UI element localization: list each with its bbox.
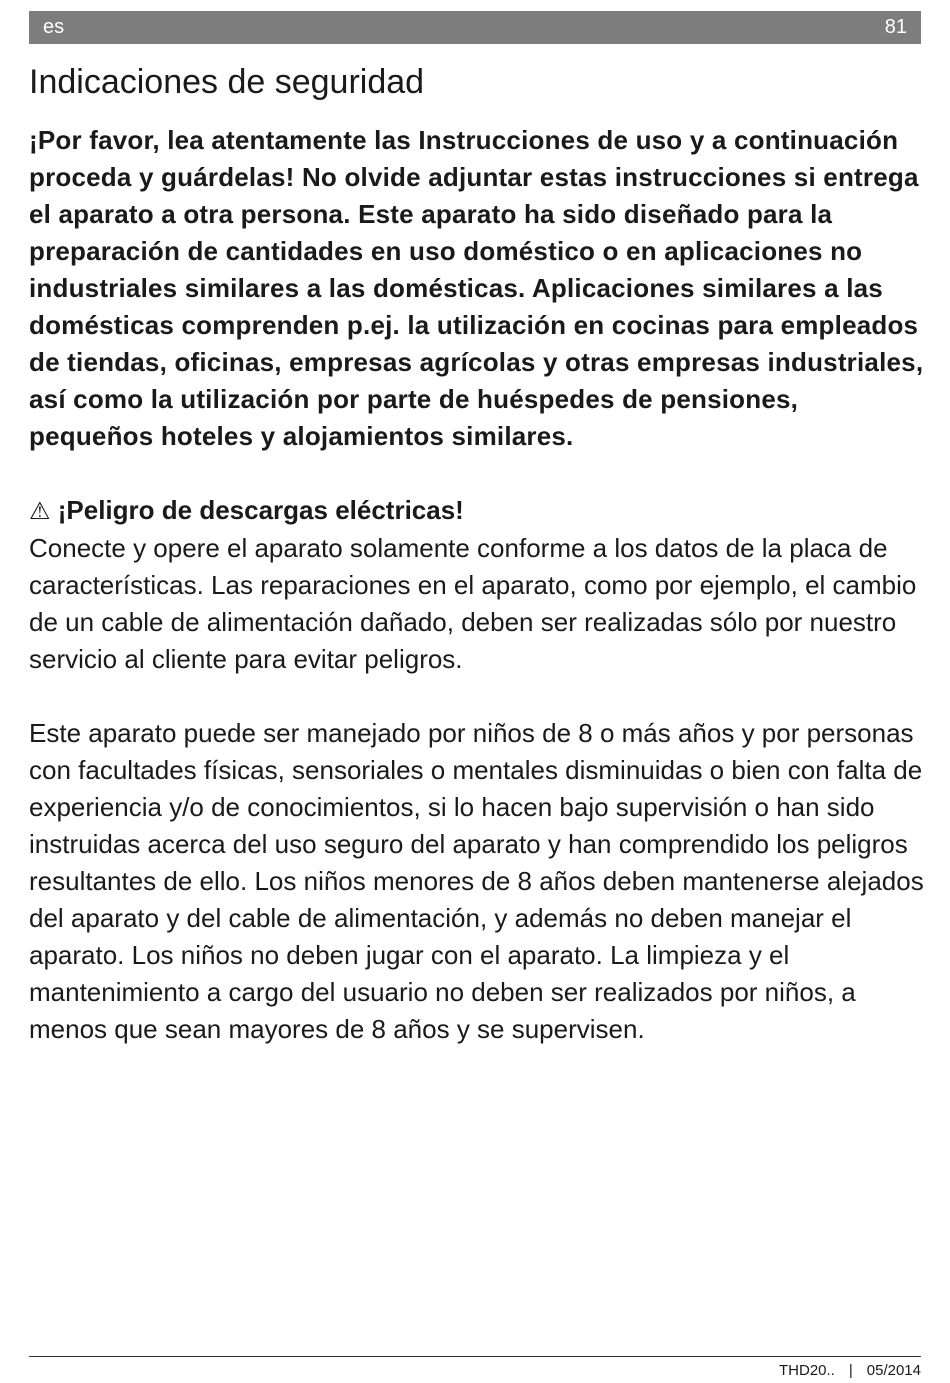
page-number: 81	[884, 16, 907, 38]
footer-divider	[29, 1356, 921, 1357]
warning-heading	[29, 492, 924, 530]
footer-separator: |	[848, 1362, 853, 1379]
spacer	[29, 678, 924, 715]
page-title: Indicaciones de seguridad	[29, 63, 425, 101]
warning-triangle-icon: ⚠	[29, 497, 51, 525]
warning-heading-text: ¡Peligro de descargas eléctricas!	[57, 495, 464, 525]
footer	[779, 1362, 921, 1380]
page-content	[29, 60, 924, 1048]
footer-date: 05/2014	[866, 1362, 921, 1379]
language-code: es	[43, 16, 65, 38]
intro-paragraph: ¡Por favor, lea atentamente las Instrucciones de uso y a continuación proceda y guárdelas! No olvide adjuntar estas instrucciones si entrega el aparato a otra persona. Este aparato ha sido diseñado para la preparación de cantidades en uso doméstico o en aplicaciones no industriales similares a las domésticas. Aplicaciones similares a las domésticas comprenden p.ej. la utilización en cocinas para empleados de tiendas, oficinas, empresas agrícolas y otras empresas industriales, así como la utilización por parte de huéspedes de pensiones, pequeños hoteles y alojamientos similares.	[29, 125, 924, 451]
warning-paragraph: Conecte y opere el aparato solamente conforme a los datos de la placa de características. Las reparaciones en el aparato, como por ejemplo, el cambio de un cable de alimentación dañado, deben ser realizadas sólo por nuestro servicio al cliente para evitar peligros.	[29, 533, 917, 674]
footer-model: THD20..	[779, 1362, 835, 1379]
spacer	[29, 455, 924, 492]
header-bar	[29, 11, 921, 44]
children-paragraph: Este aparato puede ser manejado por niños de 8 o más años y por personas con facultades físicas, sensoriales o mentales disminuidas o bien con falta de experiencia y/o de conocimientos, si lo hacen bajo supervisión o han sido instruidas acerca del uso seguro del aparato y han comprendido los peligros resultantes de ello. Los niños menores de 8 años deben mantenerse alejados del aparato y del cable de alimentación, y además no deben manejar el aparato. Los niños no deben jugar con el aparato. La limpieza y el mantenimiento a cargo del usuario no deben ser realizados por niños, a menos que sean mayores de 8 años y se supervisen.	[29, 718, 924, 1044]
